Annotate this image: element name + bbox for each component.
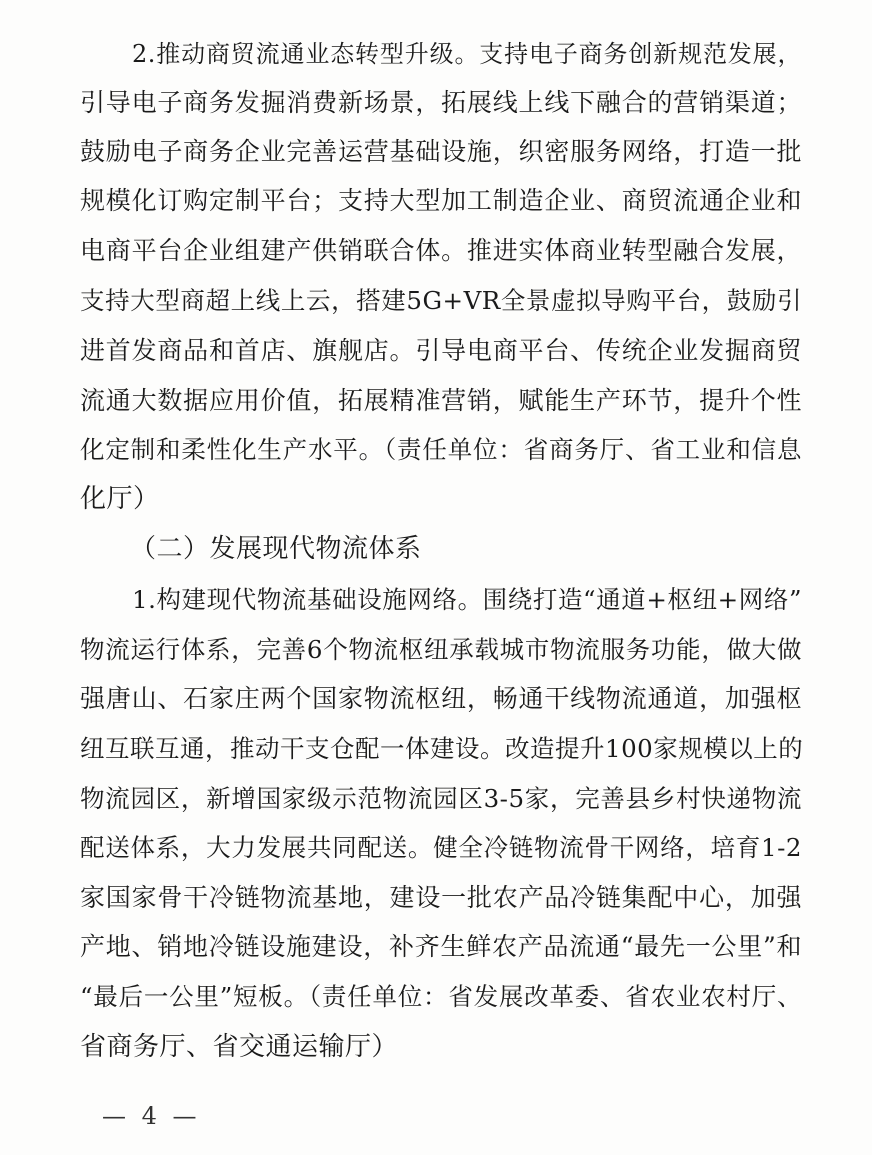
paragraph-line: 省商务厅、省交通运输厅） [80, 1032, 399, 1062]
paragraph-line: 进首发商品和首店、旗舰店。引导电商平台、传统企业发掘商贸 [80, 336, 802, 365]
paragraph-line: 引导电子商务发掘消费新场景，拓展线上线下融合的营销渠道； [80, 88, 802, 117]
paragraph-line: 流通大数据应用价值，拓展精准营销，赋能生产环节，提升个性 [80, 386, 802, 415]
paragraph-line: “最后一公里”短板。（责任单位：省发展改革委、省农业农村厅、 [80, 982, 802, 1011]
paragraph-line: 家国家骨干冷链物流基地，建设一批农产品冷链集配中心，加强 [80, 883, 802, 912]
paragraph-line: 物流园区，新增国家级示范物流园区3-5家，完善县乡村快递物流 [80, 784, 802, 813]
paragraph-line: 鼓励电子商务企业完善运营基础设施，织密服务网络，打造一批 [80, 137, 802, 166]
paragraph-line: 产地、销地冷链设施建设，补齐生鲜农产品流通“最先一公里”和 [80, 932, 802, 961]
page-number: — 4 — [102, 1102, 201, 1130]
paragraph-line: 规模化订购定制平台；支持大型加工制造企业、商贸流通企业和 [80, 186, 802, 215]
paragraph-line: 纽互联互通，推动干支仓配一体建设。改造提升100家规模以上的 [80, 734, 804, 763]
paragraph-line: 物流运行体系，完善6个物流枢纽承载城市物流服务功能，做大做 [80, 635, 802, 664]
paragraph-line: 配送体系，大力发展共同配送。健全冷链物流骨干网络，培育1-2 [80, 833, 802, 862]
paragraph-line: 1.构建现代物流基础设施网络。围绕打造“通道+枢纽+网络” [132, 585, 802, 614]
paragraph-line: 支持大型商超上线上云，搭建5G+VR全景虚拟导购平台，鼓励引 [80, 286, 802, 315]
paragraph-line: 强唐山、石家庄两个国家物流枢纽，畅通干线物流通道，加强枢 [80, 684, 802, 713]
paragraph-line: 2.推动商贸流通业态转型升级。支持电子商务创新规范发展， [132, 40, 802, 68]
paragraph-line: 化定制和柔性化生产水平。（责任单位：省商务厅、省工业和信息 [80, 435, 802, 464]
paragraph-line: 电商平台企业组建产供销联合体。推进实体商业转型融合发展， [80, 236, 802, 265]
paragraph-line: 化厅） [80, 484, 160, 514]
section-heading: （二）发展现代物流体系 [130, 534, 422, 564]
